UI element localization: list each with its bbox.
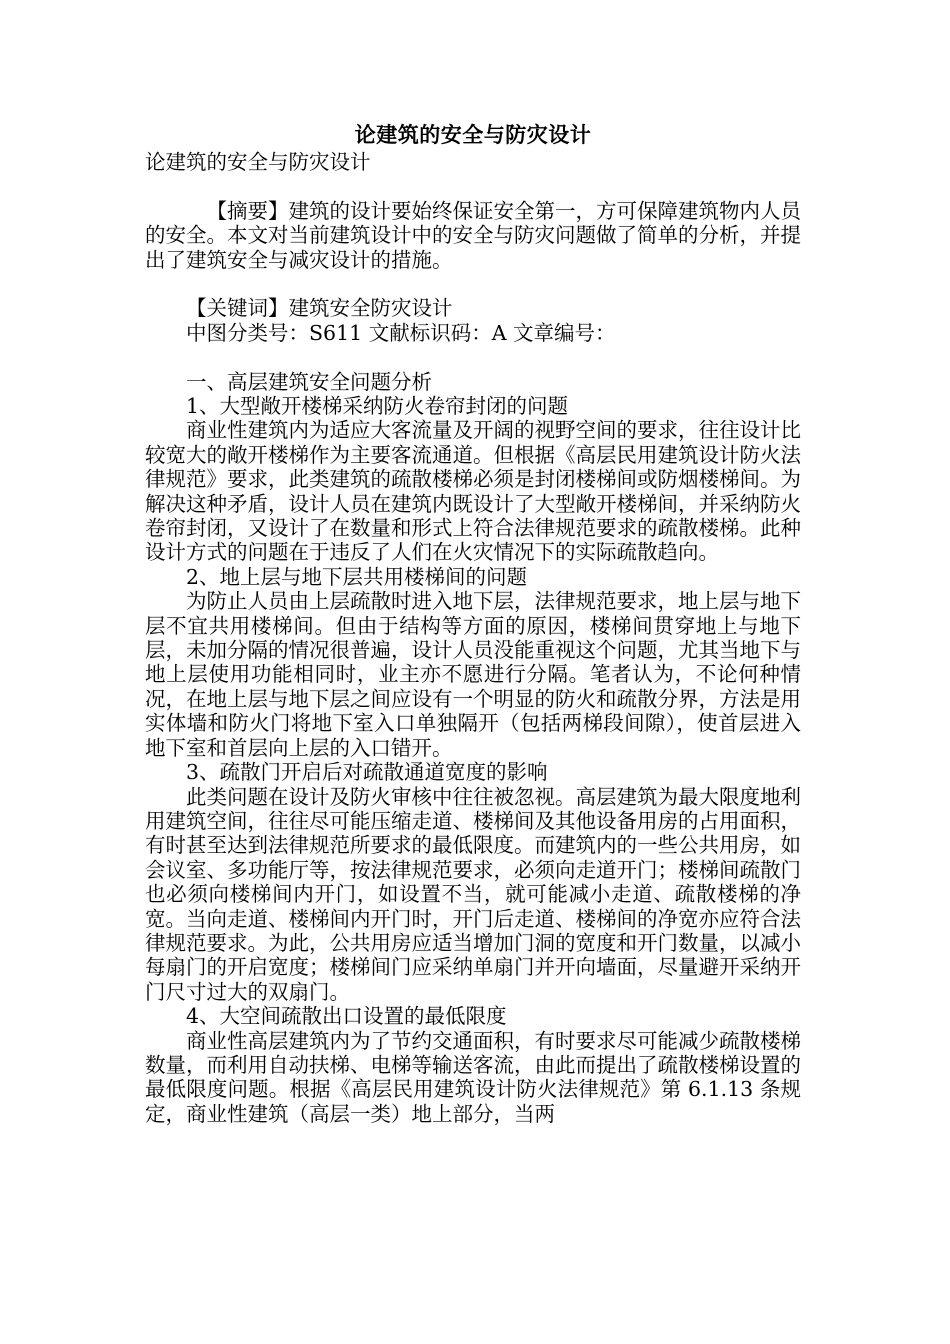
item-heading: 4、大空间疏散出口设置的最低限度 (186, 1004, 507, 1029)
spacer (145, 272, 801, 296)
item-heading: 1、大型敞开楼梯采纳防火卷帘封闭的问题 (186, 394, 569, 419)
item-heading: 2、地上层与地下层共用楼梯间的问题 (186, 564, 528, 589)
document-page (145, 120, 801, 1126)
item-heading: 3、疏散门开启后对疏散通道宽度的影响 (186, 760, 548, 785)
spacer (145, 345, 801, 369)
abstract-paragraph: 【摘要】建筑的设计要始终保证安全第一，方可保障建筑物内人员的安全。本文对当前建筑设计中的安全与防灾问题做了简单的分析，并提出了建筑安全与减灾设计的措施。 (145, 198, 801, 272)
document-title: 论建筑的安全与防灾设计 (354, 122, 592, 147)
item-body: 为防止人员由上层疏散时进入地下层，法律规范要求，地上层与地下层不宜共用楼梯间。但由于结构等方面的原因，楼梯间贯穿地上与地下层，未加分隔的情况很普遍，设计人员没能重视这个问题，尤其当地下与地上层使用功能相同时，业主亦不愿进行分隔。笔者认为，不论何种情况，在地上层与地下层之间应设有一个明显的防火和疏散分界，方法是用实体墙和防火门将地下室入口单独隔开（包括两梯段间隙），使首层进入地下室和首层向上层的入口错开。 (145, 589, 801, 760)
item-body: 商业性高层建筑内为了节约交通面积，有时要求尽可能减少疏散楼梯数量，而利用自动扶梯、电梯等输送客流，由此而提出了疏散楼梯设置的最低限度问题。根据《高层民用建筑设计防火法律规范》第 6.1.13 条规定，商业性建筑（高层一类）地上部分，当两 (145, 1028, 801, 1126)
classification-line: 中图分类号：S611 文献标识码：A 文章编号： (186, 320, 616, 345)
keywords-line: 【关键词】建筑安全防灾设计 (186, 296, 453, 321)
item-body: 商业性建筑内为适应大客流量及开阔的视野空间的要求，往往设计比较宽大的敞开楼梯作为主要客流通道。但根据《高层民用建筑设计防火法律规范》要求，此类建筑的疏散楼梯必须是封闭楼梯间或防烟楼梯间。为解决这种矛盾，设计人员在建筑内既设计了大型敞开楼梯间，并采纳防火卷帘封闭，又设计了在数量和形式上符合法律规范要求的疏散楼梯。此种设计方式的问题在于违反了人们在火灾情况下的实际疏散趋向。 (145, 418, 801, 565)
document-subtitle: 论建筑的安全与防灾设计 (145, 150, 371, 174)
section-heading: 一、高层建筑安全问题分析 (186, 369, 432, 394)
spacer (145, 174, 801, 198)
item-body: 此类问题在设计及防火审核中往往被忽视。高层建筑为最大限度地利用建筑空间，往往尽可能压缩走道、楼梯间及其他设备用房的占用面积，有时甚至达到法律规范所要求的最低限度。而建筑内的一些公共用房，如会议室、多功能厅等，按法律规范要求，必须向走道开门；楼梯间疏散门也必须向楼梯间内开门，如设置不当，就可能减小走道、疏散楼梯的净宽。当向走道、楼梯间内开门时，开门后走道、楼梯间的净宽亦应符合法律规范要求。为此，公共用房应适当增加门洞的宽度和开门数量，以减小每扇门的开启宽度；楼梯间门应采纳单扇门并开向墙面，尽量避开采纳开门尺寸过大的双扇门。 (145, 784, 801, 1004)
